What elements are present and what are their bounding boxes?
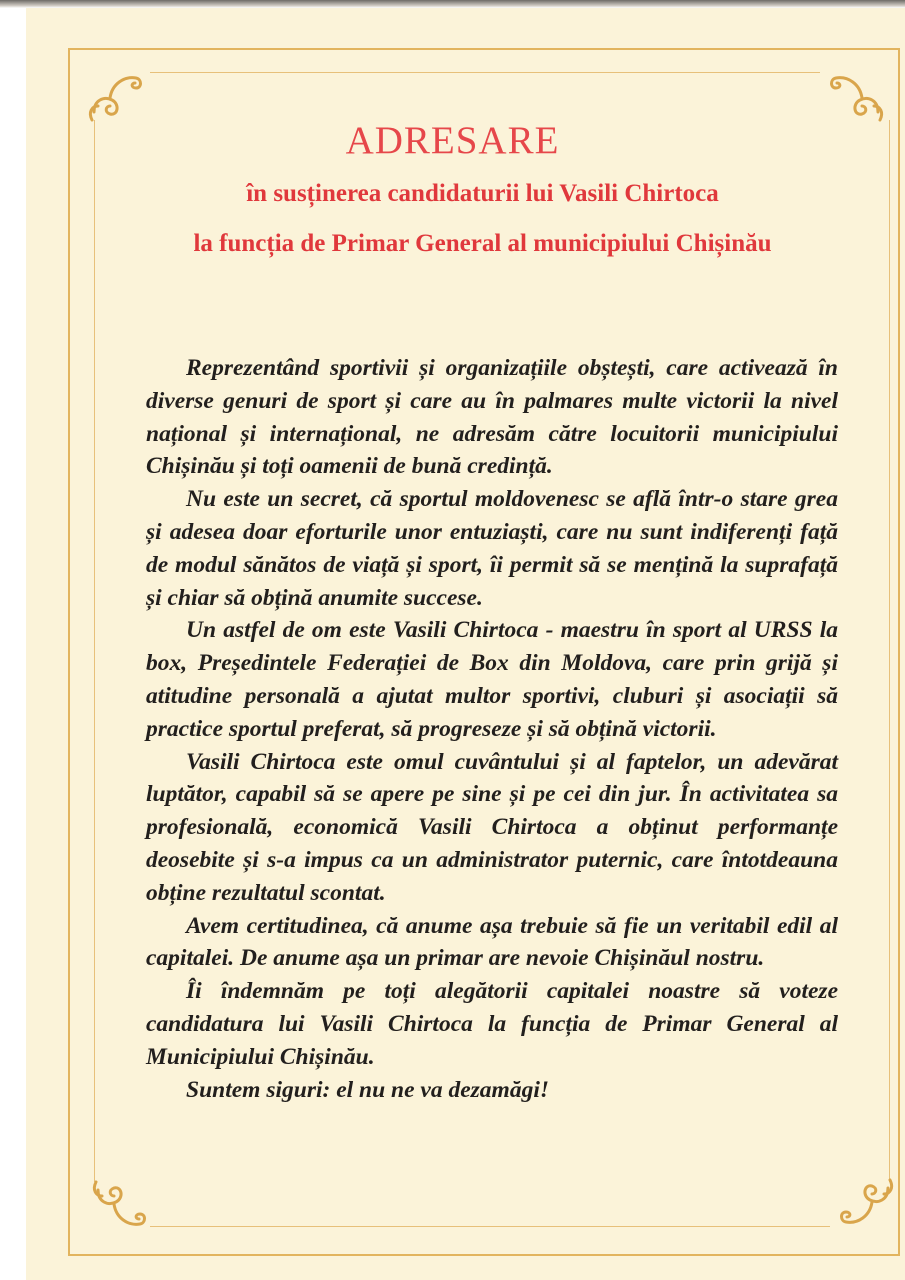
bottom-rule [150, 1226, 830, 1227]
corner-ornament-top-left [84, 62, 146, 124]
subtitle-line-2: la funcția de Primar General al municipiului Chișinău [193, 230, 772, 257]
corner-ornament-top-right [826, 62, 888, 124]
paragraph-4: Vasili Chirtoca este omul cuvântului și al faptelor, un adevărat luptător, capabil să se apere pe sine și pe cei din jur. În activitatea sa profesională, economică Vasili Chirtoca a obținut performanțe deosebite și s-a impus ca un administrator puternic, care întotdeauna obține rezultatul scontat. [146, 748, 838, 906]
paragraph-1: Reprezentând sportivii și organizațiile obștești, care activează în diverse genuri de sport și care au în palmares multe victorii la nivel național și internațional, ne adresăm către locuitorii municipiului Chișinău și toți oamenii de bună credință. [146, 355, 838, 480]
subtitle-line-1: în susținerea candidaturii lui Vasili Chirtoca [246, 180, 719, 207]
paragraph-7: Suntem siguri: el nu ne va dezamăgi! [186, 1076, 549, 1103]
body-text [146, 352, 838, 1106]
corner-ornament-bottom-right [836, 1176, 898, 1238]
document-title: ADRESARE [345, 119, 560, 162]
paragraph-5: Avem certitudinea, că anume așa trebuie să fie un veritabil edil al capitalei. De anume așa un primar are nevoie Chișinăul nostru. [146, 912, 838, 972]
top-rule [150, 72, 820, 73]
paragraph-2: Nu este un secret, că sportul moldovenesc se află într-o stare grea și adesea doar eforturile unor entuziaști, care nu sunt indiferenți față de modul sănătos de viață și sport, îi permit să se mențină la suprafață și chiar să obțină anumite succese. [146, 486, 838, 611]
scan-edge [0, 0, 905, 8]
paragraph-3: Un astfel de om este Vasili Chirtoca - maestru în sport al URSS la box, Președintele Federației de Box din Moldova, care prin grijă și atitudine personală a ajutat multor sportivi, cluburi și asociații să practice sportul preferat, să progreseze și să obțină victorii. [146, 617, 838, 742]
corner-ornament-bottom-left [88, 1178, 150, 1240]
paragraph-6: Îi îndemnăm pe toți alegătorii capitalei noastre să voteze candidatura lui Vasili Chirtoca la funcția de Primar General al Municipiului Chișinău. [146, 978, 838, 1070]
